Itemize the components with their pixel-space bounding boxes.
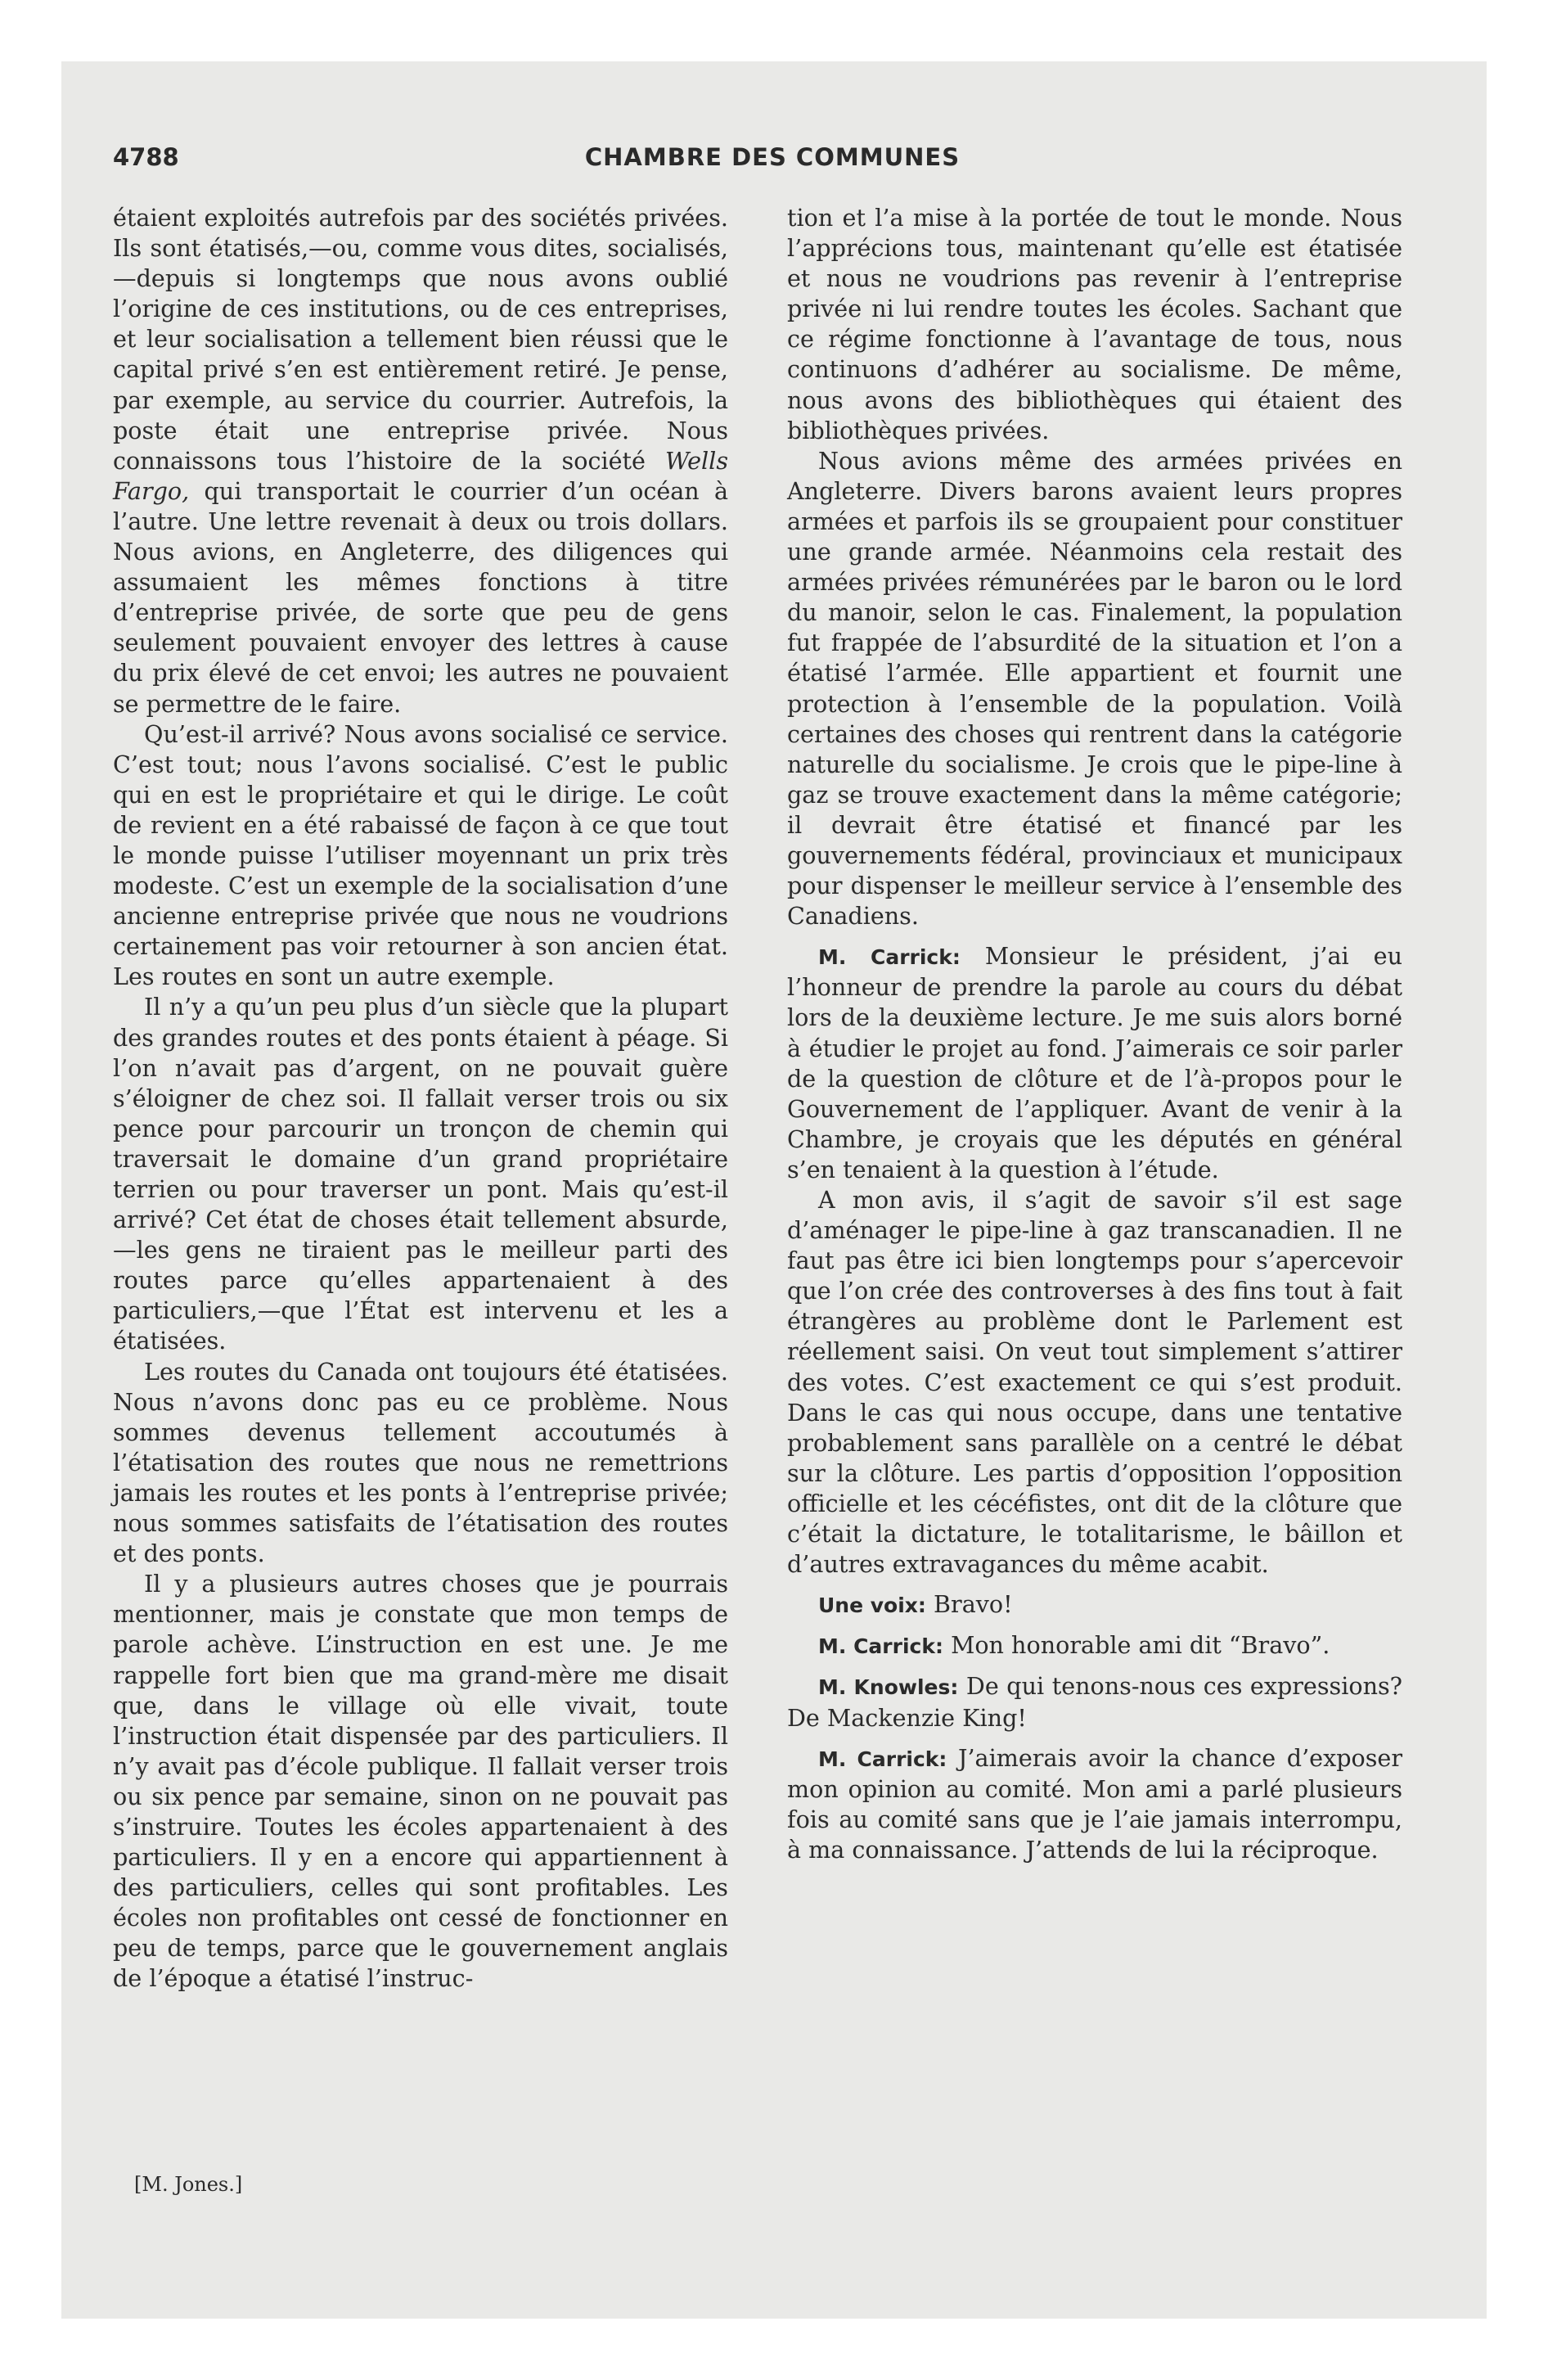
paragraph: Il n’y a qu’un peu plus d’un siècle que la plupart des grandes routes et des ponts étaient à péage. Si l’on n’avait pas d’argent, on ne pouvait guère s’éloigner de chez soi. Il fallait verser trois ou six pence pour parcourir un tronçon de chemin qui traversait le domaine d’un grand propriétaire terrien ou pour traverser un pont. Mais qu’est-il arrivé? Cet état de choses était tellement absurde,—les gens ne tiraient pas le meilleur parti des routes parce qu’elles appartenaient à des particuliers,—que l’État est intervenu et les a étatisées. (113, 993, 728, 1355)
paragraph: Nous avions même des armées privées en Angleterre. Divers barons avaient leurs propres armées et parfois ils se groupaient pour constituer une grande armée. Néanmoins cela restait des armées privées rémunérées par le baron ou le lord du manoir, selon le cas. Finalement, la population fut frappée de l’absurdité de la situation et l’on a étatisé l’armée. Elle appartient et fournit une protection à l’ensemble de la population. Voilà certaines des choses qui rentrent dans la catégorie naturelle du socialisme. Je crois que le pipe-line à gaz se trouve exactement dans la même catégorie; il devrait être étatisé et financé par les gouvernements fédéral, provinciaux et municipaux pour dispenser le meilleur service à l’ensemble des Canadiens. (787, 446, 1402, 931)
paragraph: Il y a plusieurs autres choses que je pourrais mentionner, mais je constate que mon temps de parole achève. L’instruction en est une. Je me rappelle fort bien que ma grand-mère me disait que, dans le village où elle vivait, toute l’instruction était dispensée par des particuliers. Il n’y avait pas d’école publique. Il fallait verser trois ou six pence par semaine, sinon on ne pouvait pas s’instruire. Toutes les écoles appartenaient à des particuliers. Il y en a encore qui appartiennent à des particuliers, celles qui sont profitables. Les écoles non profitables ont cessé de fonctionner en peu de temps, parce que le gouvernement anglais de l’époque a étatisé l’instruc- (113, 1570, 728, 1993)
speech-text: Mon honorable ami dit “Bravo”. (951, 1631, 1330, 1660)
page-header (113, 143, 1432, 184)
paragraph: Les routes du Canada ont toujours été étatisées. Nous n’avons donc pas eu ce problème. Nous sommes devenus tellement accoutumés à l’étatisation des routes que nous ne remettrions jamais les routes et les ponts à l’entreprise privée; nous sommes satisfaits de l’étatisation des routes et des ponts. (113, 1357, 728, 1568)
speech (787, 1630, 1402, 1661)
speech (787, 941, 1402, 1185)
speaker-attribution: [M. Jones.] (134, 2173, 243, 2196)
speech (787, 1671, 1402, 1733)
italic-text: Wells Fargo, (113, 446, 728, 505)
right-column (787, 203, 1402, 1865)
paragraph: A mon avis, il s’agit de savoir s’il est sage d’aménager le pipe-line à gaz transcanadien. Il ne faut pas être ici bien longtemps pour s’apercevoir que l’on crée des controverses à des fins tout à fait étrangères au problème dont le Parlement est réellement saisi. On veut tout simplement s’attirer des votes. C’est exactement ce qui s’est produit. Dans le cas qui nous occupe, dans une tentative probablement sans parallèle on a centré le débat sur la clôture. Les partis d’opposition l’opposition officielle et les cécéfistes, ont dit de la clôture que c’était la dictature, le totalitarisme, le bâillon et d’autres extravagances du même acabit. (787, 1186, 1402, 1579)
speech-text: Bravo! (934, 1590, 1013, 1619)
paragraph-text: étaient exploités autrefois par des sociétés privées. Ils sont étatisés,—ou, comme vous dites, socialisés,—depuis si longtemps que nous avons oublié l’origine de ces institutions, ou de ces entreprises, et leur socialisation a tellement bien réussi que le capital privé s’en est entièrement retiré. Je pense, par exemple, au service du courrier. Autrefois, la poste était une entreprise privée. Nous connaissons tous l’histoire de la société (113, 204, 728, 475)
left-column (113, 203, 728, 1995)
paragraph (113, 203, 728, 719)
running-head: CHAMBRE DES COMMUNES (584, 143, 961, 171)
speaker-name: M. Carrick: (818, 1634, 943, 1659)
paragraph: Qu’est-il arrivé? Nous avons socialisé ce service. C’est tout; nous l’avons socialisé. C’est le public qui en est le propriétaire et qui le dirige. Le coût de revient en a été rabaissé de façon à ce que tout le monde puisse l’utiliser moyennant un prix très modeste. C’est un exemple de la socialisation d’une ancienne entreprise privée que nous ne voudrions certainement pas voir retourner à son ancien état. Les routes en sont un autre exemple. (113, 719, 728, 991)
speech-text: De qui tenons-nous ces expressions? De Mackenzie King! (787, 1672, 1402, 1732)
speaker-name: Une voix: (818, 1593, 926, 1618)
paragraph-text: qui transportait le courrier d’un océan à l’autre. Une lettre revenait à deux ou trois dollars. Nous avions, en Angleterre, des diligences qui assumaient les mêmes fonctions à titre d’entreprise privée, de sorte que peu de gens seulement pouvaient envoyer des lettres à cause du prix élevé de cet envoi; les autres ne pouvaient se permettre de le faire. (113, 476, 728, 718)
speech (787, 1589, 1402, 1620)
speaker-name: M. Knowles: (818, 1675, 959, 1700)
speech (787, 1743, 1402, 1865)
page-number: 4788 (113, 143, 179, 171)
speech-text: Monsieur le président, j’ai eu l’honneur de prendre la parole au cours du débat lors de la deuxième lecture. Je me suis alors borné à étudier le projet au fond. J’aimerais ce soir parler de la question de clôture et de l’à-propos pour le Gouvernement de l’appliquer. Avant de venir à la Chambre, je croyais que les députés en général s’en tenaient à la question à l’étude. (787, 942, 1403, 1183)
speaker-name: M. Carrick: (818, 945, 961, 970)
speech-text: J’aimerais avoir la chance d’exposer mon opinion au comité. Mon ami a parlé plusieurs fois au comité sans que je l’aie jamais interrompu, à ma connaissance. J’attends de lui la réciproque. (787, 1743, 1402, 1864)
speaker-name: M. Carrick: (818, 1747, 947, 1771)
paragraph: tion et l’a mise à la portée de tout le monde. Nous l’apprécions tous, maintenant qu’elle est étatisée et nous ne voudrions pas revenir à l’entreprise privée ni lui rendre toutes les écoles. Sachant que ce régime fonctionne à l’avantage de tous, nous continuons d’adhérer au socialisme. De même, nous avons des bibliothèques qui étaient des bibliothèques privées. (787, 204, 1402, 444)
